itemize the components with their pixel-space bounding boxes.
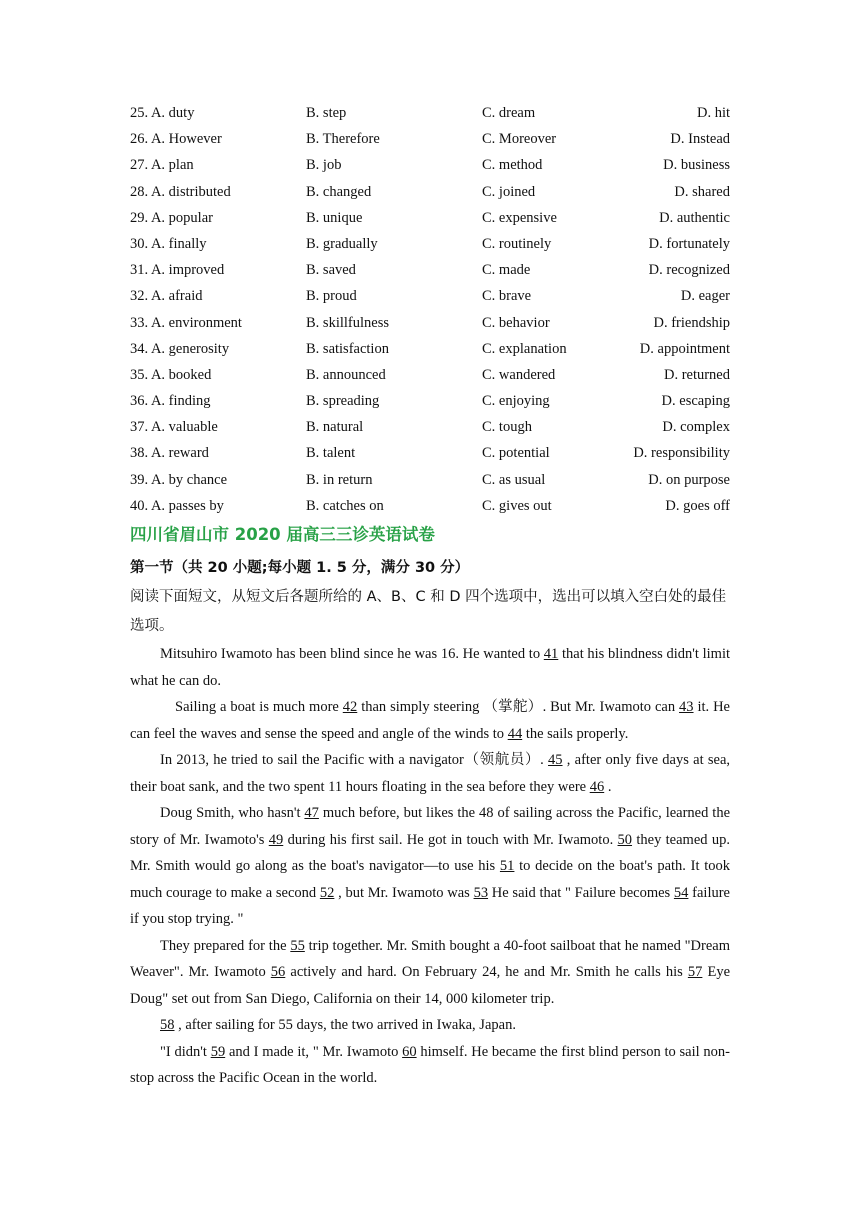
passage-text: much before, but likes the 48 of sailing across the Pacific, learned the story of Mr. Iwamoto's [130, 805, 731, 848]
option-b: B. satisfaction [306, 340, 389, 357]
option-row [130, 231, 730, 257]
passage-text: to decide on the boat's path. It took much courage to make a second [130, 858, 730, 901]
option-b: B. catches on [306, 497, 384, 514]
blank-number: 58 [160, 1017, 175, 1033]
passage-paragraph [130, 694, 730, 747]
blank-number: 42 [342, 699, 358, 715]
passage-paragraph [130, 933, 730, 1013]
passage-paragraph [130, 800, 730, 933]
option-c: C. gives out [482, 497, 552, 514]
option-c: C. brave [482, 288, 532, 305]
passage-text: They prepared for the [160, 937, 291, 954]
option-a: 26. A. However [130, 131, 222, 148]
option-d: D. friendship [653, 314, 730, 331]
option-c: C. Moreover [482, 131, 557, 148]
option-row [130, 467, 730, 493]
passage-text: that his blindness didn't limit what he can do. [130, 646, 730, 689]
option-c: C. tough [482, 419, 532, 436]
blank-number: 51 [499, 858, 515, 874]
option-a: 35. A. booked [130, 366, 212, 383]
option-b: B. in return [306, 471, 373, 488]
passage-text: In 2013, he tried to sail the Pacific with a navigator（领航员）. [160, 752, 549, 768]
option-row [130, 414, 730, 440]
option-c: C. wandered [482, 366, 556, 383]
option-row [130, 440, 730, 466]
passage-text: it. He can feel the waves and sense the speed and angle of the winds to [130, 699, 730, 742]
instruction-text: 阅读下面短文，从短文后各题所给的 A、B、C 和 D 四个选项中，选出可以填入空白处的最佳选项。 [130, 589, 727, 634]
option-a: 37. A. valuable [130, 419, 218, 436]
option-row [130, 283, 730, 309]
blank-number: 45 [548, 752, 563, 768]
option-a: 34. A. generosity [130, 340, 230, 357]
passage-text: and I made it, " Mr. Iwamoto [225, 1043, 403, 1060]
blank-number: 47 [304, 805, 319, 821]
blank-number: 50 [617, 831, 633, 848]
option-c: C. routinely [482, 235, 552, 252]
option-d: D. Instead [670, 131, 730, 148]
option-a: 33. A. environment [130, 314, 242, 331]
option-a: 40. A. passes by [130, 497, 224, 514]
option-b: B. saved [306, 262, 356, 279]
passage-paragraph [130, 641, 730, 694]
option-a: 32. A. afraid [130, 288, 203, 305]
blank-number: 49 [268, 831, 284, 848]
option-c: C. expensive [482, 209, 557, 226]
option-a: 36. A. finding [130, 393, 211, 410]
option-row [130, 152, 730, 178]
option-c: C. explanation [482, 340, 567, 357]
passage-text: the sails properly. [522, 725, 629, 742]
blank-number: 46 [589, 778, 605, 795]
option-c: C. as usual [482, 471, 546, 488]
option-d: D. complex [662, 419, 730, 436]
option-d: D. responsibility [633, 445, 730, 462]
option-a: 28. A. distributed [130, 183, 231, 200]
blank-number: 43 [679, 699, 694, 715]
option-row [130, 179, 730, 205]
option-row [130, 493, 730, 519]
option-row [130, 336, 730, 362]
part-heading: 第一节（共 20 小题;每小题 1. 5 分，满分 30 分） [130, 560, 470, 576]
blank-number: 52 [319, 884, 335, 901]
option-a: 39. A. by chance [130, 471, 228, 488]
passage-text: himself. He became the first blind person to sail non-stop across the Pacific Ocean in the world. [130, 1043, 731, 1086]
option-d: D. eager [680, 288, 730, 305]
option-b: B. changed [306, 183, 372, 200]
option-a: 25. A. duty [130, 105, 195, 121]
option-a: 30. A. finally [130, 235, 207, 252]
passage-paragraph [130, 747, 730, 800]
option-b: B. natural [306, 419, 364, 436]
blank-number: 55 [290, 937, 305, 954]
option-c: C. method [482, 157, 543, 174]
passage-text: trip together. Mr. Smith bought a 40-foot sailboat that he named "Dream Weaver". Mr. Iwamoto [130, 937, 730, 980]
blank-number: 54 [673, 884, 689, 901]
option-row [130, 362, 730, 388]
passage-text: , after only five days at sea, their boat sank, and the two spent 11 hours floating in the sea before they were [130, 752, 730, 795]
option-d: D. escaping [661, 393, 730, 410]
option-row [130, 388, 730, 414]
option-c: C. dream [482, 105, 536, 121]
option-d: D. fortunately [648, 235, 730, 252]
option-d: D. authentic [659, 209, 730, 226]
option-b: B. talent [306, 445, 356, 462]
option-c: C. enjoying [482, 393, 550, 410]
option-d: D. business [663, 157, 730, 174]
passage-text: He said that " Failure becomes [488, 884, 674, 901]
option-d: D. appointment [639, 340, 730, 357]
blank-number: 60 [402, 1043, 417, 1060]
option-d: D. hit [696, 105, 730, 121]
option-row [130, 126, 730, 152]
passage-text: Doug Smith, who hasn't [160, 805, 305, 821]
passage-text: Mitsuhiro Iwamoto has been blind since he was 16. He wanted to [160, 646, 544, 662]
passage-paragraph [130, 1039, 730, 1092]
passage-text: they teamed up. Mr. Smith would go along as the boat's navigator—to use his [130, 831, 730, 874]
passage-text: "I didn't [160, 1043, 211, 1060]
blank-number: 41 [543, 646, 559, 662]
option-b: B. proud [306, 288, 357, 305]
option-b: B. announced [306, 366, 386, 383]
option-d: D. on purpose [648, 471, 730, 488]
option-b: B. job [306, 157, 342, 174]
option-c: C. joined [482, 183, 536, 200]
passage-paragraph [130, 1012, 730, 1039]
option-d: D. shared [674, 183, 730, 200]
option-c: C. made [482, 262, 531, 279]
blank-number: 56 [270, 964, 286, 980]
reading-passage [130, 641, 730, 1092]
option-b: B. gradually [306, 235, 378, 252]
option-a: 31. A. improved [130, 262, 225, 279]
option-a: 29. A. popular [130, 209, 213, 226]
option-b: B. Therefore [306, 131, 380, 148]
passage-text: than simply steering （掌舵）. But Mr. Iwamoto can [357, 699, 680, 715]
option-b: B. spreading [306, 393, 380, 410]
passage-text: Sailing a boat is much more [175, 699, 343, 715]
option-row [130, 205, 730, 231]
passage-text: actively and hard. On February 24, he and Mr. Smith he calls his [285, 964, 688, 980]
option-b: B. step [306, 105, 347, 121]
passage-text: , but Mr. Iwamoto was [334, 884, 474, 901]
passage-text: during his first sail. He got in touch with Mr. Iwamoto. [283, 831, 618, 848]
option-row [130, 100, 730, 126]
blank-number: 53 [473, 884, 489, 901]
section-title: 四川省眉山市 2020 届高三三诊英语试卷 [130, 525, 435, 544]
passage-text: Eye Doug" set out from San Diego, California on their 14, 000 kilometer trip. [130, 964, 731, 1007]
blank-number: 59 [210, 1043, 226, 1060]
option-d: D. returned [663, 366, 730, 383]
option-row [130, 257, 730, 283]
answer-options-table [130, 100, 730, 519]
option-b: B. skillfulness [306, 314, 389, 331]
option-a: 38. A. reward [130, 445, 209, 462]
option-row [130, 310, 730, 336]
option-d: D. recognized [648, 262, 730, 279]
passage-text: . [604, 778, 612, 795]
option-a: 27. A. plan [130, 157, 194, 174]
option-c: C. potential [482, 445, 550, 462]
option-b: B. unique [306, 209, 363, 226]
passage-text: , after sailing for 55 days, the two arrived in Iwaka, Japan. [174, 1017, 516, 1033]
option-d: D. goes off [665, 497, 730, 514]
blank-number: 44 [507, 725, 523, 742]
option-c: C. behavior [482, 314, 550, 331]
blank-number: 57 [687, 964, 703, 980]
passage-text: failure if you stop trying. " [130, 884, 730, 927]
